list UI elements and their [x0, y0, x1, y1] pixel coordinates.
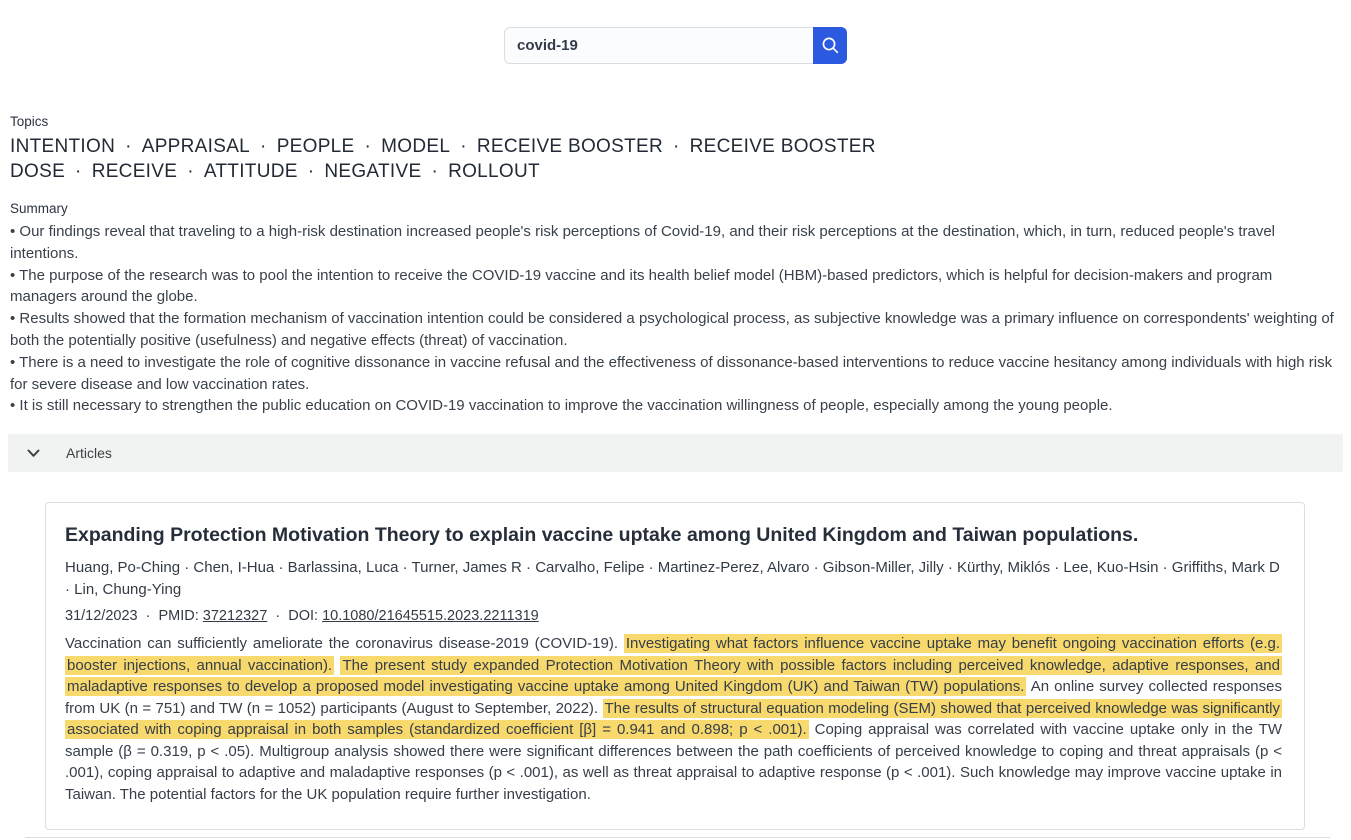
chevron-down-icon[interactable] [27, 449, 40, 458]
article-card [45, 502, 1305, 830]
summary-heading: Summary [10, 201, 68, 216]
article-title[interactable]: Expanding Protection Motivation Theory to explain vaccine uptake among United Kingdom and Taiwan populations. [65, 524, 1139, 547]
summary-bullet: • There is a need to investigate the role of cognitive dissonance in vaccine refusal and the effectiveness of dissonance-based interventions to reduce vaccine hesitancy among individuals with high risk for severe disease and low vaccination rates. [10, 353, 1333, 393]
meta-separator: · [145, 608, 151, 625]
abstract-highlight: Investigating what factors influence vaccine uptake may benefit ongoing vaccination efforts (e.g. booster injections, annual vaccination). [67, 635, 1281, 674]
article-meta [65, 608, 1282, 624]
topic-separator: · [364, 136, 372, 157]
topics-list [10, 134, 1341, 184]
article-date: 31/12/2023 [65, 608, 138, 625]
abstract-text: Vaccination can sufficiently ameliorate the coronavirus disease-2019 (COVID-19). [65, 635, 624, 653]
topic-item[interactable]: APPRAISAL [141, 136, 251, 157]
topic-separator: · [673, 136, 680, 157]
summary-bullet: • Results showed that the formation mechanism of vaccination intention could be considered a psychological process, as subjective knowledge was a primary influence on correspondents' weighting of both the potentially positive (usefulness) and negative effects (threat) of vaccination. [10, 310, 1334, 349]
search-button[interactable] [813, 27, 847, 64]
article-abstract [65, 633, 1282, 805]
abstract-text: An online survey collected responses from UK (n = 751) and TW (n = 1052) participants (August to September, 2022). [65, 678, 1282, 717]
next-section-divider [25, 837, 1330, 838]
abstract-text: Coping appraisal was correlated with vaccine uptake only in the TW sample (β = 0.319, p < .05). Multigroup analysis showed there were significant differences between the path coefficients of perceived knowledge to coping and threat appraisals (p < .001), coping appraisal to adaptive and maladaptive responses (p < .001), as well as threat appraisal to adaptive response (p < .001). Such knowledge may improve vaccine uptake in Taiwan. The potential factors for the UK population require further investigation. [65, 721, 1282, 803]
topic-item[interactable]: ATTITUDE [203, 161, 298, 182]
summary-bullet: • It is still necessary to strengthen the public education on COVID-19 vaccination to improve the vaccination willingness of people, especially among the young people. [10, 397, 1113, 415]
summary-list [10, 221, 1341, 417]
topic-separator: · [431, 161, 439, 182]
abstract-highlight: The present study expanded Protection Motivation Theory with possible factors including perceived knowledge, adaptive responses, and maladaptive responses to develop a proposed model investigating vaccine uptake among United Kingdom (UK) and Taiwan (TW) populations. [67, 656, 1280, 696]
search-box [504, 27, 847, 64]
articles-section-header[interactable] [8, 434, 1343, 472]
topic-separator: · [75, 161, 82, 182]
pmid-label: PMID: [158, 608, 199, 625]
topic-separator: · [125, 136, 132, 157]
topic-item[interactable]: RECEIVE BOOSTER [476, 136, 663, 157]
summary-bullet: • Our findings reveal that traveling to a high-risk destination increased people's risk perceptions of Covid-19, and their risk perceptions at the destination, which, in turn, reduced people's travel intentions. [10, 223, 1276, 262]
search-icon [821, 36, 840, 55]
pmid-link[interactable]: 37212327 [202, 608, 268, 625]
meta-separator: · [275, 608, 281, 625]
topic-separator: · [260, 136, 267, 157]
topic-item[interactable]: INTENTION [10, 136, 116, 157]
summary-bullet: • The purpose of the research was to pool the intention to receive the COVID-19 vaccine and its health belief model (HBM)-based predictors, which is helpful for decision-makers and program managers around the globe. [10, 266, 1273, 306]
articles-section-label: Articles [66, 445, 112, 462]
topic-separator: · [187, 161, 194, 182]
topics-heading: Topics [10, 114, 49, 129]
topic-separator: · [460, 136, 467, 157]
topic-item[interactable]: NEGATIVE [324, 161, 422, 182]
doi-link[interactable]: 10.1080/21645515.2023.2211319 [322, 608, 539, 625]
topic-item[interactable]: RECEIVE [91, 161, 178, 182]
doi-label: DOI: [288, 608, 319, 625]
search-bar [0, 0, 1351, 64]
topic-item[interactable]: RECEIVE BOOSTER DOSE [10, 136, 876, 182]
topic-item[interactable]: MODEL [381, 136, 451, 157]
main-content [0, 114, 1351, 417]
topic-item[interactable]: ROLLOUT [448, 161, 540, 182]
abstract-highlight: The results of structural equation modeling (SEM) showed that perceived knowledge was significantly associated with coping appraisal in both samples (standardized coefficient [β] = 0.941 and 0.898; p < .001). [67, 699, 1280, 739]
search-input[interactable] [504, 27, 813, 64]
topic-separator: · [307, 161, 315, 182]
topic-item[interactable]: PEOPLE [276, 136, 355, 157]
article-authors: Huang, Po-Ching · Chen, I-Hua · Barlassina, Luca · Turner, James R · Carvalho, Felipe · Martinez-Perez, Alvaro · Gibson-Miller, Jilly · Kürthy, Miklós · Lee, Kuo-Hsin · Griffiths, Mark D · Lin, Chung-Ying [65, 559, 1280, 599]
